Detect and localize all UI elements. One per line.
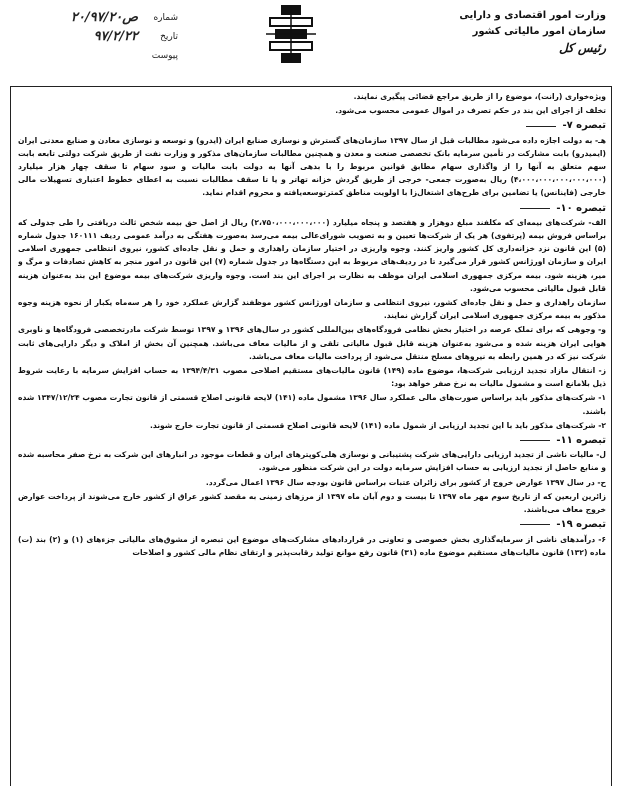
number-value: ۲۰/۹۷/۲۰ص — [70, 10, 138, 25]
organization-block — [416, 8, 606, 56]
heading-rule — [520, 524, 550, 525]
paragraph: و- وجوهی که برای تملک عرصه در اختیار بخش نظامی فرودگاه‌های بین‌المللی کشور در سال‌های ۱۳۹۶ و ۱۳۹۷ توسط شرکت مادرتخصصی فرودگاه‌ها و ناوبری هوایی ایران هزینه شده و می‌شود به‌عنوان هزینه قابل قبول مالیاتی تلقی و از مالیات معاف می‌باشد. همچنین آن بخش از املاک و دیگر دارایی‌های ثابت شرکت نیز که در همین رابطه به نیروهای مسلح منتقل می‌شود از پرداخت مالیات معاف می‌باشد. — [18, 325, 606, 361]
attachment-label: پیوست — [151, 50, 178, 61]
section-heading — [18, 434, 606, 447]
section-heading-text: تبصره ۱۱- — [556, 435, 606, 447]
heading-rule — [526, 126, 556, 127]
paragraph: ح- در سال ۱۳۹۷ عوارض خروج از کشور برای زائران عتبات براساس قانون بودجه سال ۱۳۹۶ اعمال می‌گردد. — [205, 477, 606, 487]
document-body — [18, 90, 606, 768]
heading-rule — [520, 440, 550, 441]
section-heading-text: تبصره ۱۹- — [556, 519, 606, 531]
org-line-ministry: وزارت امور اقتصادی و دارایی — [459, 10, 606, 21]
paragraph: ۶- درآمدهای ناشی از سرمایه‌گذاری بخش خصوصی و تعاونی در قراردادهای مشارکت‌های موضوع این تبصره از مشوق‌های مالیاتی جزءهای (۱) و (۲) بند (ت) ماده (۱۳۲) قانون مالیات‌های مستقیم موضوع ماده (۳۱) قانون رفع موانع تولید رقابت‌پذیر و ارتقای نظام مالی کشور و اصلاحات — [18, 534, 606, 557]
heading-rule — [520, 208, 550, 209]
paragraph: زائرین اربعین که از تاریخ سوم مهر ماه ۱۳۹۷ تا بیست و دوم آبان ماه ۱۳۹۷ از مرزهای زمینی به مقصد کشور عراق از کشور خارج می‌شوند از پرداخت عوارض خروج معاف می‌باشند. — [18, 491, 606, 515]
paragraph: الف- شرکت‌های بیمه‌ای که مکلفند مبلغ دوهزار و هفتصد و پنجاه میلیارد (۲،۷۵۰،۰۰۰،۰۰۰،۰۰۰) ریال از اصل حق بیمه شخص ثالث دریافتی را طی جدولی که براساس فروش بیمه (پرتفوی) هر یک از شرکت‌ها تعیین و به تصویب شورای‌عالی بیمه می‌رسد به‌صورت هفتگی به درآمد عمومی ردیف ۱۶۰۱۱۱ جدول شماره (۵) این قانون نزد خزانه‌داری کل کشور واریز کنند. وجوه واریزی در اختیار سازمان راهداری و حمل و نقل جاده‌ای کشور، نیروی انتظامی جمهوری اسلامی ایران و سازمان اورژانس کشور قرار می‌گیرد تا در ردیف‌های مربوط به این دستگاه‌ها در جدول شماره (۷) این قانون در امور منجر به کاهش تصادفات و مرگ و میر، هزینه شود. بیمه مرکزی جمهوری اسلامی ایران موظف به نظارت بر اجرای این بند است. وجوه واریزی شرکت‌های بیمه موضوع این بند به‌عنوان هزینه قابل قبول مالیاتی محسوب می‌شود. — [18, 217, 606, 293]
paragraph: ۱- شرکت‌های مذکور باید براساس صورت‌های مالی عملکرد سال ۱۳۹۶ مشمول ماده (۱۴۱) لایحه قانونی اصلاح قسمتی از قانون تجارت مصوب ۱۳۴۷/۱۲/۲۴ شده باشند. — [18, 393, 606, 416]
paragraph: سازمان راهداری و حمل و نقل جاده‌ای کشور، نیروی انتظامی و سازمان اورژانس کشور موظفند گزارش عملکرد خود را هر سه‌ماه یکبار از نحوه هزینه وجوه مذکور به بیمه مرکزی جمهوری اسلامی ایران گزارش نمایند. — [18, 298, 606, 321]
paragraph: ویژه‌خواری (رانت)، موضوع را از طریق مراجع قضائی پیگیری نمایند. — [353, 92, 606, 101]
section-heading — [18, 518, 606, 531]
paragraph: ل- مالیات ناشی از تجدید ارزیابی دارایی‌های شرکت پشتیبانی و نوسازی هلی‌کوپترهای ایران و قطعات موجود در انبارهای این شرکت به نرخ صفر محاسبه شده و منابع حاصل از تجدید ارزیابی به حساب افزایش سرمایه دولت در این شرکت منظور می‌شود. — [18, 450, 606, 473]
head-title: رئیس کل — [558, 41, 606, 55]
number-row — [18, 8, 178, 27]
reference-block — [18, 8, 178, 65]
section-heading-text: تبصره ۱۰- — [556, 202, 606, 214]
number-label: شماره — [153, 12, 178, 23]
org-line-tax-org: سازمان امور مالیاتی کشور — [472, 26, 606, 37]
paragraph: ۲- شرکت‌های مذکور باید با این تجدید ارزیابی از شمول ماده (۱۴۱) لایحه قانونی اصلاح قسمتی از قانون تجارت خارج شوند. — [149, 420, 606, 430]
attachment-row — [18, 46, 178, 65]
date-value: ۹۷/۲/۲۲ — [93, 29, 138, 44]
paragraph: تخلف از اجرای این بند در حکم تصرف در اموال عمومی محسوب می‌شود. — [335, 106, 606, 116]
iran-emblem-icon — [262, 4, 320, 66]
section-heading — [18, 202, 606, 215]
section-heading-text: تبصره ۷- — [562, 120, 606, 132]
paragraph: ز- انتقال مازاد تجدید ارزیابی شرکت‌ها، موضوع ماده (۱۴۹) قانون مالیات‌های مستقیم اصلاحی مصوب ۱۳۹۴/۴/۳۱ به حساب افزایش سرمایه با رعایت شروط ذیل بلامانع است و مشمول مالیات به نرخ صفر خواهد بود: — [18, 366, 606, 389]
date-row — [18, 27, 178, 46]
section-heading — [18, 119, 606, 132]
date-label: تاریخ — [160, 31, 178, 42]
letterhead — [0, 0, 624, 88]
paragraph: هـ- به دولت اجازه داده می‌شود مطالبات قبل از سال ۱۳۹۷ سازمان‌های گسترش و نوسازی صنایع ایران (ایدرو) و توسعه و نوسازی معادن و صنایع معدنی ایران (ایمیدرو) بابت مشارکت در تأمین سرمایه بانک تخصصی صنعت و معدن و همچنین مطالبات سازمان‌های مذکور و وزارت نفت از طریق شرکت دولتی تابعه بابت سهم متعلق به آنها را از واگذاری سهام مطابق قوانین مربوط را با بدهی آنها به دولت بابت مالیات و سود سهام تا سقف چهار هزار میلیارد (۴،۰۰۰،۰۰۰،۰۰۰،۰۰۰،۰۰۰) ریال به‌صورت جمعی- خرجی از طریق گردش خزانه تهاتر و یا تا سقف مطالبات نسبت به اعطای خطوط اعتباری تسهیلات مالی خارجی (فاینانس) یا تضامین برای طرح‌های اشتغال‌زا با اولویت مناطق کمترتوسعه‌یافته و محروم اقدام نماید. — [18, 135, 606, 198]
